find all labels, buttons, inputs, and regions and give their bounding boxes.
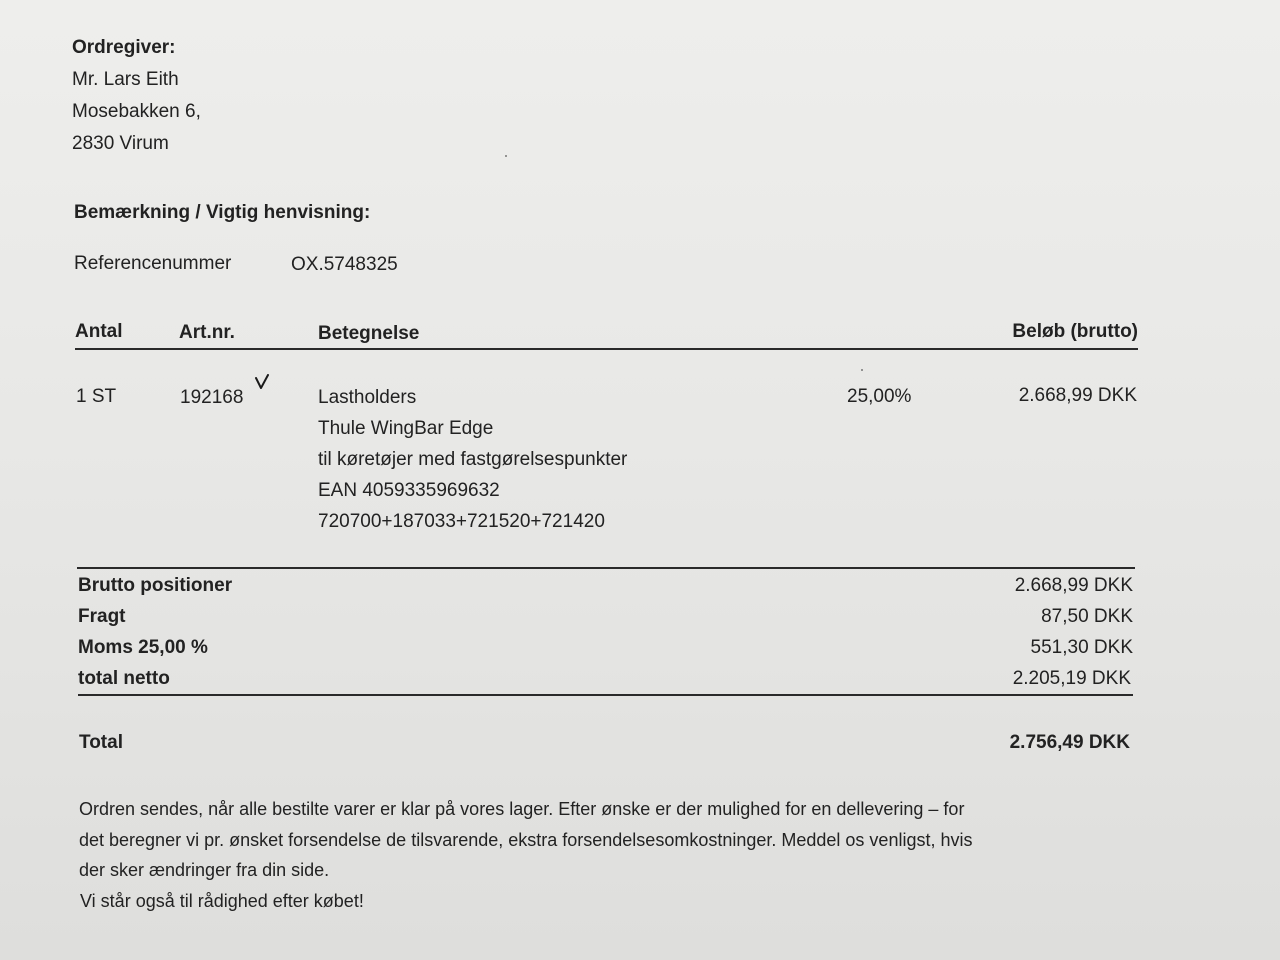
footer-line: Ordren sendes, når alle bestilte varer er klar på vores lager. Efter ønske er der mulighed for en dellevering – for	[79, 799, 965, 819]
footer-line: det beregner vi pr. ønsket forsendelse de tilsvarende, ekstra forsendelsesomkostninger. Meddel os venligst, hvis	[79, 830, 973, 850]
customer-street: Mosebakken 6,	[72, 101, 201, 122]
totals-label: total netto	[78, 668, 170, 689]
item-desc-line: til køretøjer med fastgørelsespunkter	[318, 449, 628, 470]
totals-label: Brutto positioner	[78, 575, 233, 596]
item-desc-line: 720700+187033+721520+721420	[318, 511, 605, 532]
item-desc-line: Lastholders	[318, 387, 417, 408]
scan-speck	[861, 369, 863, 371]
item-vat: 25,00%	[847, 386, 912, 407]
totals-value: 2.205,19 DKK	[1012, 668, 1131, 689]
item-amount: 2.668,99 DKK	[1018, 385, 1137, 406]
item-desc-line: EAN 4059335969632	[318, 480, 500, 501]
header-artnr: Art.nr.	[179, 322, 235, 343]
footer-line: der sker ændringer fra din side.	[79, 860, 330, 880]
totals-value: 551,30 DKK	[1030, 637, 1133, 658]
header-divider	[75, 348, 1138, 350]
reference-value: OX.5748325	[291, 254, 398, 275]
totals-label: Fragt	[78, 606, 126, 627]
item-artnr: 192168	[180, 387, 244, 408]
totals-divider	[78, 694, 1133, 696]
reference-label: Referencenummer	[74, 253, 232, 274]
totals-label: Moms 25,00 %	[78, 637, 208, 658]
item-divider	[77, 567, 1135, 569]
remark-heading: Bemærkning / Vigtig henvisning:	[74, 202, 371, 223]
footer-line: Vi står også til rådighed efter købet!	[80, 891, 364, 911]
ordregiver-label: Ordregiver:	[72, 37, 176, 58]
totals-value: 87,50 DKK	[1041, 606, 1133, 627]
grand-total-label: Total	[79, 732, 123, 753]
grand-total-value: 2.756,49 DKK	[1009, 732, 1130, 753]
scan-speck	[505, 155, 507, 157]
totals-value: 2.668,99 DKK	[1014, 575, 1133, 596]
item-desc-line: Thule WingBar Edge	[318, 418, 494, 439]
customer-city: 2830 Virum	[72, 133, 169, 154]
header-betegnelse: Betegnelse	[318, 323, 420, 344]
header-belob: Beløb (brutto)	[1012, 321, 1138, 342]
handwritten-check-icon	[254, 374, 270, 392]
customer-name: Mr. Lars Eith	[72, 69, 179, 90]
item-antal: 1 ST	[76, 386, 117, 407]
header-antal: Antal	[75, 321, 123, 342]
